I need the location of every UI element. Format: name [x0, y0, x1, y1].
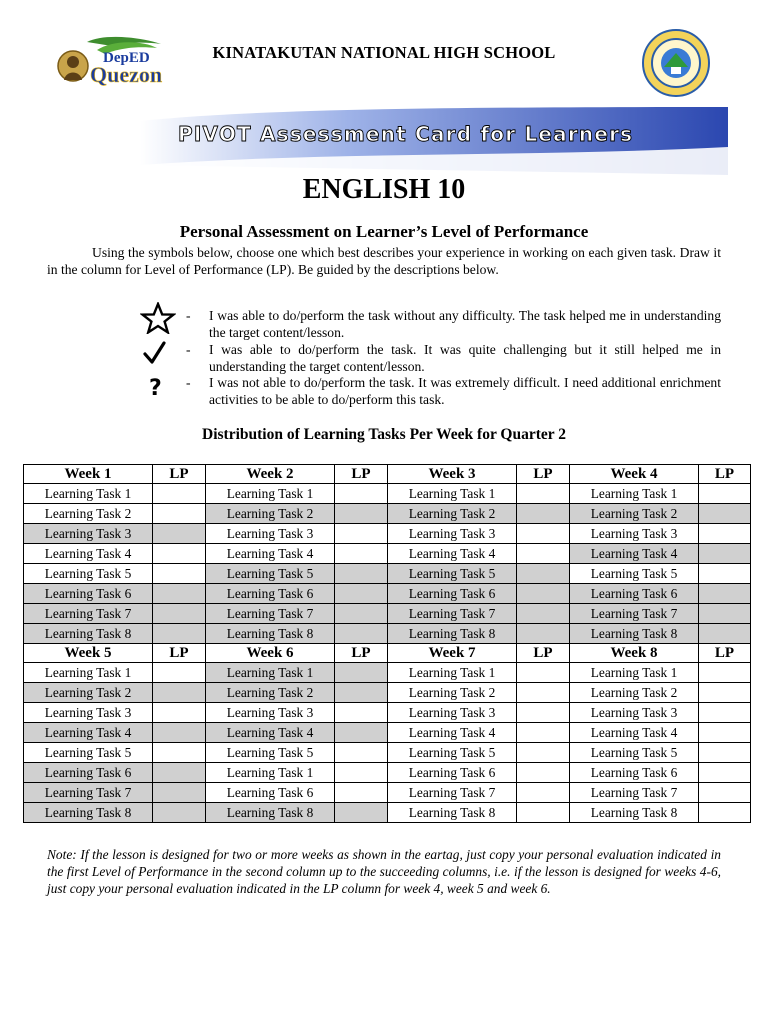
lp-cell[interactable]	[335, 743, 388, 763]
task-cell: Learning Task 7	[388, 604, 517, 624]
week-header: Week 4	[570, 465, 699, 484]
question-icon	[140, 373, 176, 401]
task-cell: Learning Task 1	[570, 484, 699, 504]
task-cell: Learning Task 5	[570, 743, 699, 763]
lp-cell[interactable]	[517, 763, 570, 783]
week-header: Week 6	[206, 644, 335, 663]
week-header: Week 7	[388, 644, 517, 663]
table-row	[24, 524, 751, 544]
lp-cell[interactable]	[153, 663, 206, 683]
table-row	[24, 544, 751, 564]
logo-text-deped: DepED	[103, 50, 150, 66]
task-cell: Learning Task 8	[570, 803, 699, 823]
task-cell: Learning Task 4	[388, 723, 517, 743]
table-row	[24, 584, 751, 604]
lp-cell[interactable]	[335, 564, 388, 584]
task-cell: Learning Task 5	[206, 743, 335, 763]
lp-cell[interactable]	[517, 544, 570, 564]
section-heading: Personal Assessment on Learner’s Level of Performance	[179, 222, 589, 241]
lp-cell[interactable]	[699, 663, 751, 683]
lp-cell[interactable]	[517, 624, 570, 644]
task-cell: Learning Task 4	[206, 544, 335, 564]
task-cell: Learning Task 5	[570, 564, 699, 584]
task-cell: Learning Task 1	[206, 484, 335, 504]
week-header-row	[24, 644, 751, 663]
lp-cell[interactable]	[699, 564, 751, 584]
table-row	[24, 624, 751, 644]
lp-cell[interactable]	[153, 584, 206, 604]
lp-header: LP	[335, 465, 388, 484]
lp-cell[interactable]	[517, 504, 570, 524]
week-header: Week 2	[206, 465, 335, 484]
task-cell: Learning Task 3	[388, 524, 517, 544]
task-cell: Learning Task 8	[206, 624, 335, 644]
lp-cell[interactable]	[699, 763, 751, 783]
lp-cell[interactable]	[153, 484, 206, 504]
lp-cell[interactable]	[699, 504, 751, 524]
school-seal-icon	[642, 29, 710, 97]
lp-cell[interactable]	[335, 524, 388, 544]
lp-cell[interactable]	[517, 524, 570, 544]
table-row	[24, 803, 751, 823]
task-cell: Learning Task 2	[206, 683, 335, 703]
task-cell: Learning Task 4	[570, 544, 699, 564]
week-header: Week 5	[24, 644, 153, 663]
task-cell: Learning Task 1	[570, 663, 699, 683]
legend-star-description: I was able to do/perform the task without any difficulty. The task helped me in understanding the target content/lesson.	[209, 308, 721, 340]
lp-cell[interactable]	[335, 604, 388, 624]
task-cell: Learning Task 7	[570, 783, 699, 803]
lp-cell[interactable]	[517, 584, 570, 604]
lp-cell[interactable]	[335, 504, 388, 524]
table-row	[24, 504, 751, 524]
lp-cell[interactable]	[153, 683, 206, 703]
task-cell: Learning Task 3	[206, 703, 335, 723]
lp-cell[interactable]	[153, 544, 206, 564]
task-cell: Learning Task 8	[24, 803, 153, 823]
task-cell: Learning Task 5	[206, 564, 335, 584]
legend-dash: -	[186, 375, 191, 390]
task-cell: Learning Task 3	[24, 524, 153, 544]
lp-cell[interactable]	[335, 703, 388, 723]
lp-cell[interactable]	[517, 564, 570, 584]
task-cell: Learning Task 6	[24, 763, 153, 783]
legend-question-description: I was not able to do/perform the task. It was extremely difficult. I need additional enrichment activities to be able to do/perform this task.	[209, 375, 721, 407]
lp-header: LP	[153, 465, 206, 484]
lp-cell[interactable]	[335, 683, 388, 703]
task-cell: Learning Task 1	[206, 763, 335, 783]
lp-cell[interactable]	[517, 743, 570, 763]
table-row	[24, 763, 751, 783]
lp-cell[interactable]	[335, 624, 388, 644]
lp-header: LP	[153, 644, 206, 663]
task-cell: Learning Task 6	[206, 783, 335, 803]
week-header: Week 8	[570, 644, 699, 663]
task-cell: Learning Task 1	[206, 663, 335, 683]
legend-dash: -	[186, 308, 191, 323]
lp-cell[interactable]	[699, 544, 751, 564]
task-cell: Learning Task 7	[388, 783, 517, 803]
subject-title: ENGLISH 10	[302, 174, 466, 205]
task-cell: Learning Task 8	[24, 624, 153, 644]
table-row	[24, 703, 751, 723]
lp-cell[interactable]	[153, 743, 206, 763]
table-row	[24, 743, 751, 763]
task-cell: Learning Task 2	[570, 504, 699, 524]
lp-cell[interactable]	[517, 604, 570, 624]
lp-cell[interactable]	[153, 803, 206, 823]
task-cell: Learning Task 8	[388, 803, 517, 823]
lp-cell[interactable]	[517, 663, 570, 683]
legend-check-description: I was able to do/perform the task. It was quite challenging but it still helped me in understanding the target content/lesson.	[209, 342, 721, 374]
task-cell: Learning Task 3	[570, 524, 699, 544]
lp-cell[interactable]	[153, 783, 206, 803]
lp-cell[interactable]	[335, 783, 388, 803]
lp-cell[interactable]	[699, 524, 751, 544]
task-cell: Learning Task 3	[24, 703, 153, 723]
lp-cell[interactable]	[153, 703, 206, 723]
lp-cell[interactable]	[153, 504, 206, 524]
lp-cell[interactable]	[153, 524, 206, 544]
task-cell: Learning Task 2	[24, 683, 153, 703]
task-cell: Learning Task 4	[206, 723, 335, 743]
school-name: KINATAKUTAN NATIONAL HIGH SCHOOL	[212, 43, 556, 62]
lp-cell[interactable]	[335, 803, 388, 823]
lp-cell[interactable]	[335, 723, 388, 743]
lp-cell[interactable]	[335, 544, 388, 564]
lp-cell[interactable]	[699, 484, 751, 504]
lp-cell[interactable]	[699, 584, 751, 604]
table-row	[24, 663, 751, 683]
task-cell: Learning Task 1	[388, 484, 517, 504]
task-cell: Learning Task 6	[388, 763, 517, 783]
task-cell: Learning Task 8	[388, 624, 517, 644]
lp-cell[interactable]	[699, 723, 751, 743]
lp-cell[interactable]	[699, 743, 751, 763]
task-cell: Learning Task 5	[24, 564, 153, 584]
banner-title: PIVOT Assessment Card for Learners	[178, 122, 634, 146]
distribution-title: Distribution of Learning Tasks Per Week for Quarter 2	[202, 426, 566, 443]
footnote: Note: If the lesson is designed for two or more weeks as shown in the eartag, just copy your personal evaluation indicated in the first Level of Performance in the second column up to the succeeding columns, i.e. if the lesson is designed for weeks 4-6, just copy your personal evaluation indicated in the LP column for week 4, week 5 and week 6.	[47, 847, 721, 896]
star-icon	[140, 302, 176, 334]
task-cell: Learning Task 3	[206, 524, 335, 544]
lp-cell[interactable]	[335, 584, 388, 604]
lp-header: LP	[699, 465, 751, 484]
lp-cell[interactable]	[335, 763, 388, 783]
task-cell: Learning Task 2	[570, 683, 699, 703]
learning-tasks-table	[23, 464, 751, 823]
lp-header: LP	[699, 644, 751, 663]
task-cell: Learning Task 2	[388, 504, 517, 524]
task-cell: Learning Task 7	[24, 783, 153, 803]
lp-cell[interactable]	[517, 703, 570, 723]
task-cell: Learning Task 7	[24, 604, 153, 624]
task-cell: Learning Task 1	[388, 663, 517, 683]
lp-header: LP	[517, 465, 570, 484]
task-cell: Learning Task 6	[570, 584, 699, 604]
table-row	[24, 683, 751, 703]
task-cell: Learning Task 2	[206, 504, 335, 524]
lp-cell[interactable]	[699, 683, 751, 703]
task-cell: Learning Task 6	[570, 763, 699, 783]
lp-cell[interactable]	[153, 763, 206, 783]
task-cell: Learning Task 4	[570, 723, 699, 743]
task-cell: Learning Task 8	[206, 803, 335, 823]
table-row	[24, 604, 751, 624]
task-cell: Learning Task 1	[24, 484, 153, 504]
task-cell: Learning Task 6	[388, 584, 517, 604]
svg-text:?: ?	[149, 376, 162, 401]
lp-cell[interactable]	[699, 604, 751, 624]
lp-cell[interactable]	[153, 723, 206, 743]
task-cell: Learning Task 5	[24, 743, 153, 763]
task-cell: Learning Task 7	[570, 604, 699, 624]
lp-cell[interactable]	[153, 604, 206, 624]
table-row	[24, 564, 751, 584]
task-cell: Learning Task 8	[570, 624, 699, 644]
lp-cell[interactable]	[335, 663, 388, 683]
task-cell: Learning Task 4	[24, 544, 153, 564]
lp-cell[interactable]	[517, 783, 570, 803]
task-cell: Learning Task 2	[388, 683, 517, 703]
lp-cell[interactable]	[153, 564, 206, 584]
lp-cell[interactable]	[517, 803, 570, 823]
table-row	[24, 723, 751, 743]
task-cell: Learning Task 6	[206, 584, 335, 604]
lp-header: LP	[335, 644, 388, 663]
task-cell: Learning Task 3	[388, 703, 517, 723]
task-cell: Learning Task 4	[24, 723, 153, 743]
legend-dash: -	[186, 342, 191, 357]
instructions-paragraph: Using the symbols below, choose one which best describes your experience in working on each given task. Draw it in the column for Level of Performance (LP). Be guided by the descriptions below.	[47, 245, 721, 277]
task-cell: Learning Task 2	[24, 504, 153, 524]
task-cell: Learning Task 6	[24, 584, 153, 604]
table-row	[24, 783, 751, 803]
lp-cell[interactable]	[699, 703, 751, 723]
lp-cell[interactable]	[517, 683, 570, 703]
lp-cell[interactable]	[699, 803, 751, 823]
week-header-row	[24, 465, 751, 484]
lp-cell[interactable]	[335, 484, 388, 504]
lp-cell[interactable]	[517, 723, 570, 743]
task-cell: Learning Task 5	[388, 564, 517, 584]
task-cell: Learning Task 3	[570, 703, 699, 723]
task-cell: Learning Task 1	[24, 663, 153, 683]
logo-text-quezon: Quezon	[90, 62, 163, 87]
task-cell: Learning Task 5	[388, 743, 517, 763]
week-header: Week 3	[388, 465, 517, 484]
lp-header: LP	[517, 644, 570, 663]
lp-cell[interactable]	[153, 624, 206, 644]
table-row	[24, 484, 751, 504]
week-header: Week 1	[24, 465, 153, 484]
lp-cell[interactable]	[699, 783, 751, 803]
lp-cell[interactable]	[699, 624, 751, 644]
task-cell: Learning Task 4	[388, 544, 517, 564]
pivot-banner	[140, 107, 728, 175]
checkmark-icon	[140, 340, 176, 366]
lp-cell[interactable]	[517, 484, 570, 504]
task-cell: Learning Task 7	[206, 604, 335, 624]
